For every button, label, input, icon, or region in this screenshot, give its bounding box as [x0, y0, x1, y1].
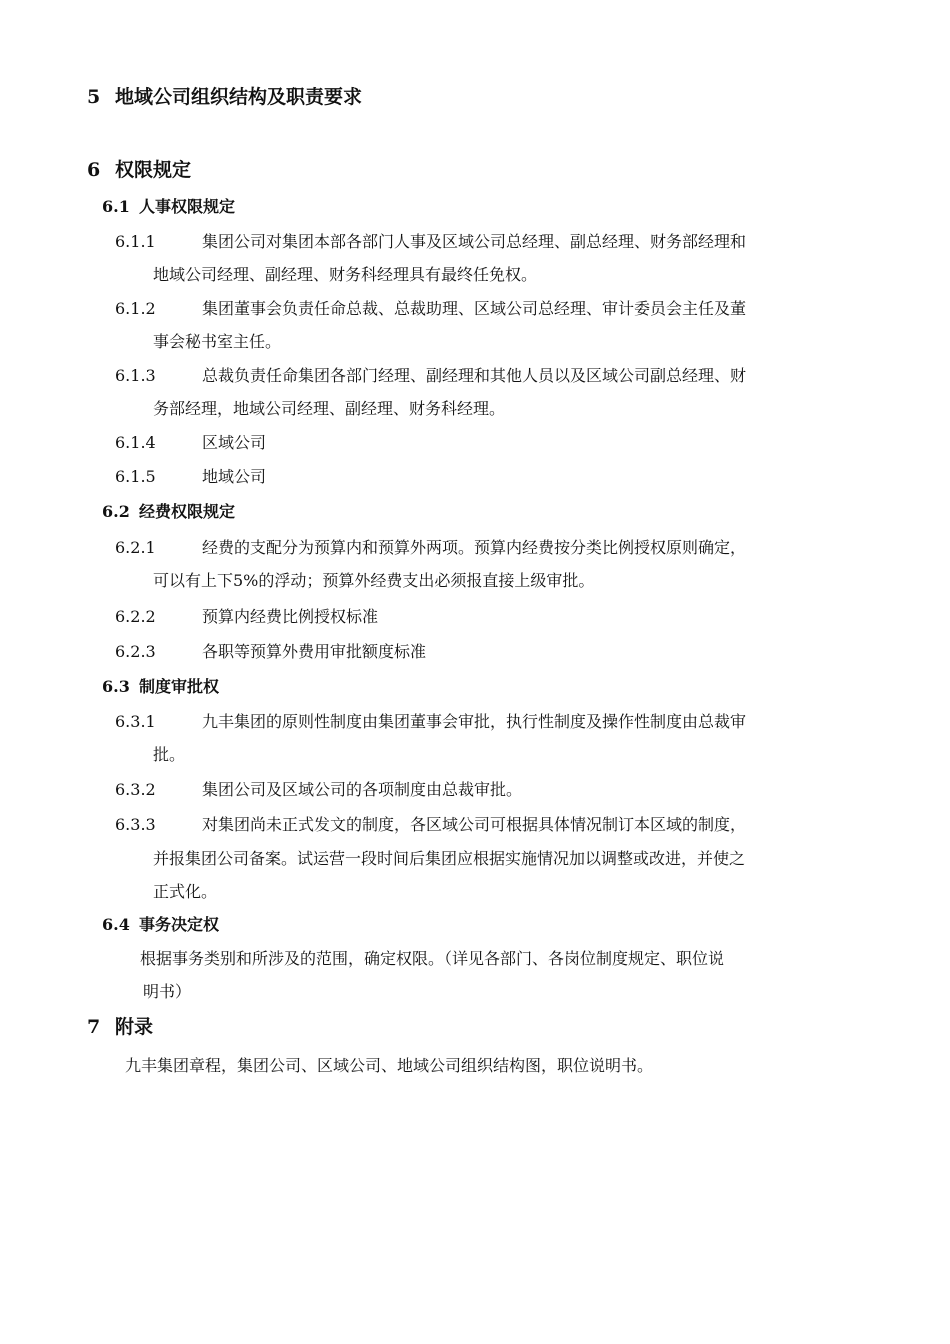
subsection-number: 6.1 [102, 197, 130, 216]
subsection-6-3-heading [102, 676, 219, 698]
item-text-line: 事会秘书室主任。 [153, 332, 282, 351]
item-text-line: 地域公司 [202, 467, 267, 486]
item-text-line: 正式化。 [153, 882, 218, 901]
item-text-line: 批。 [153, 745, 186, 764]
item-text-line: 务部经理，地域公司经理、副经理、财务科经理。 [153, 399, 506, 418]
item-text-line: 经费的支配分为预算内和预算外两项。预算内经费按分类比例授权原则确定， [202, 538, 747, 557]
section-number: 7 [87, 1016, 101, 1038]
section-5-heading [87, 85, 362, 109]
item-text-line: 九丰集团的原则性制度由集团董事会审批，执行性制度及操作性制度由总裁审 [202, 712, 747, 731]
section-number: 5 [87, 86, 101, 108]
section-title: 附录 [115, 1016, 154, 1038]
item-text-line: 可以有上下5%的浮动；预算外经费支出必须报直接上级审批。 [153, 571, 595, 590]
subsection-6-2-heading [102, 501, 235, 523]
item-text-line: 集团公司对集团本部各部门人事及区域公司总经理、副总经理、财务部经理和 [202, 232, 747, 251]
subsection-number: 6.4 [102, 915, 130, 934]
paragraph-6-4-line: 根据事务类别和所涉及的范围，确定权限。（详见各部门、各岗位制度规定、职位说 [140, 949, 725, 968]
section-7-heading [87, 1015, 153, 1039]
item-text-line: 预算内经费比例授权标准 [202, 607, 379, 626]
item-number: 6.1.5 [115, 467, 156, 486]
item-text-line: 各职等预算外费用审批额度标准 [202, 642, 427, 661]
item-number: 6.3.1 [115, 712, 156, 731]
item-number: 6.3.3 [115, 815, 156, 834]
paragraph-6-4-line: 明书） [143, 982, 192, 1001]
item-text-line: 总裁负责任命集团各部门经理、副经理和其他人员以及区域公司副总经理、财 [202, 366, 747, 385]
appendix-paragraph: 九丰集团章程，集团公司、区域公司、地域公司组织结构图，职位说明书。 [125, 1056, 654, 1075]
item-text-line: 集团公司及区域公司的各项制度由总裁审批。 [202, 780, 523, 799]
item-text-line: 并报集团公司备案。试运营一段时间后集团应根据实施情况加以调整或改进，并使之 [153, 849, 746, 868]
item-number: 6.1.3 [115, 366, 156, 385]
item-number: 6.2.2 [115, 607, 156, 626]
item-number: 6.1.1 [115, 232, 156, 251]
item-number: 6.2.3 [115, 642, 156, 661]
section-number: 6 [87, 159, 101, 181]
item-text-line: 集团董事会负责任命总裁、总裁助理、区域公司总经理、审计委员会主任及董 [202, 299, 747, 318]
item-number: 6.2.1 [115, 538, 156, 557]
item-number: 6.3.2 [115, 780, 156, 799]
subsection-6-4-heading [102, 914, 219, 936]
item-number: 6.1.4 [115, 433, 156, 452]
section-title: 权限规定 [115, 159, 192, 181]
section-title: 地域公司组织结构及职责要求 [115, 86, 363, 108]
subsection-title: 制度审批权 [139, 677, 220, 696]
subsection-title: 人事权限规定 [139, 197, 236, 216]
subsection-number: 6.3 [102, 677, 130, 696]
subsection-number: 6.2 [102, 502, 130, 521]
section-6-heading [87, 158, 191, 182]
item-text-line: 区域公司 [202, 433, 267, 452]
subsection-title: 事务决定权 [139, 915, 220, 934]
subsection-6-1-heading [102, 196, 235, 218]
item-text-line: 地域公司经理、副经理、财务科经理具有最终任免权。 [153, 265, 538, 284]
item-text-line: 对集团尚未正式发文的制度，各区域公司可根据具体情况制订本区域的制度， [202, 815, 747, 834]
subsection-title: 经费权限规定 [139, 502, 236, 521]
item-number: 6.1.2 [115, 299, 156, 318]
